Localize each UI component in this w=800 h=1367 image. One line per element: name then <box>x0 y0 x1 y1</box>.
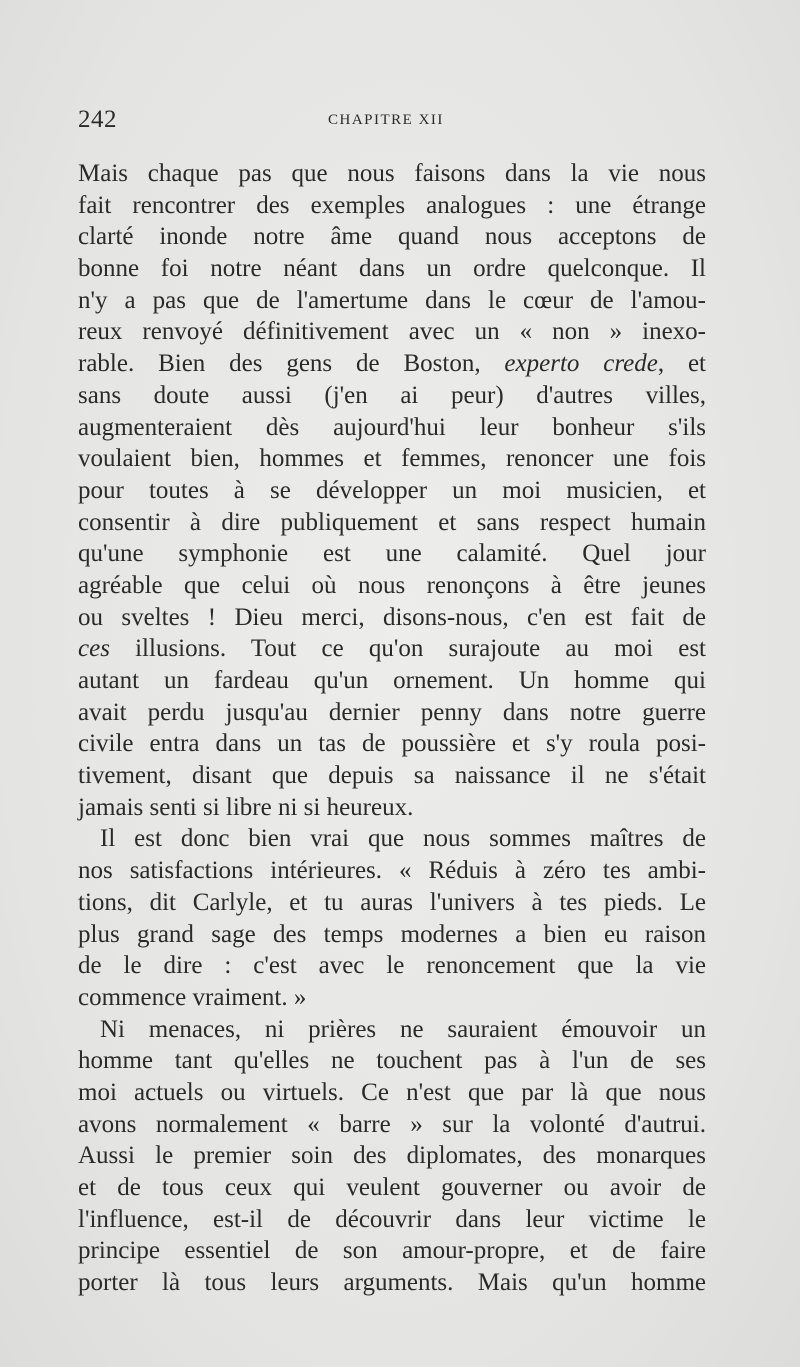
text-line: sans doute aussi (j'en ai peur) d'autres villes, <box>78 381 706 409</box>
text-line: augmenteraient dès aujourd'hui leur bonheur s'ils <box>78 413 706 441</box>
text-line: et de tous ceux qui veulent gouverner ou avoir de <box>78 1174 706 1201</box>
text-line: l'influence, est-il de découvrir dans leur victime le <box>78 1205 706 1233</box>
text-line: principe essentiel de son amour-propre, et de faire <box>78 1237 706 1265</box>
running-head: CHAPITRE XII <box>328 112 444 128</box>
text-line: Mais chaque pas que nous faisons dans la vie nous <box>78 160 706 187</box>
text-line: Aussi le premier soin des diplomates, des monarques <box>78 1142 706 1170</box>
text-line: jamais senti si libre ni si heureux. <box>78 793 414 821</box>
body-text <box>78 158 706 1299</box>
text-line: qu'une symphonie est une calamité. Quel jour <box>78 540 706 568</box>
text-line: commence vraiment. » <box>78 983 307 1011</box>
text-line: tivement, disant que depuis sa naissance il ne s'était <box>78 762 706 790</box>
text-line: bonne foi notre néant dans un ordre quelconque. Il <box>78 255 706 283</box>
text-line: moi actuels ou virtuels. Ce n'est que par là que nous <box>78 1078 706 1106</box>
text-line: reux renvoyé définitivement avec un « non » inexo- <box>78 318 706 346</box>
text-line: clarté inonde notre âme quand nous acceptons de <box>78 223 706 251</box>
text-line: avons normalement « barre » sur la volonté d'autrui. <box>78 1110 706 1138</box>
text-line: civile entra dans un tas de poussière et s'y roula posi- <box>78 730 706 758</box>
text-line: nos satisfactions intérieures. « Réduis à zéro tes ambi- <box>78 857 706 885</box>
page-header <box>78 106 700 138</box>
text-line: voulaient bien, hommes et femmes, renoncer une fois <box>78 445 706 473</box>
text-line: porter là tous leurs arguments. Mais qu'un homme <box>78 1269 706 1297</box>
text-line: de le dire : c'est avec le renoncement que la vie <box>78 952 706 980</box>
text-line: pour toutes à se développer un moi musicien, et <box>78 476 706 504</box>
text-line: tions, dit Carlyle, et tu auras l'univers à tes pieds. Le <box>78 888 706 916</box>
text-line: agréable que celui où nous renonçons à être jeunes <box>78 571 706 599</box>
text-line: avait perdu jusqu'au dernier penny dans notre guerre <box>78 698 706 726</box>
text-line: consentir à dire publiquement et sans respect humain <box>78 508 706 536</box>
text-segment: rable. Bien des gens de Boston, <box>78 350 505 378</box>
text-line: Il est donc bien vrai que nous sommes maîtres de <box>100 825 706 853</box>
text-line <box>78 348 706 380</box>
page-number: 242 <box>78 106 117 133</box>
text-line: fait rencontrer des exemples analogues : une étrange <box>78 191 706 219</box>
text-line: ou sveltes ! Dieu merci, disons-nous, c'en est fait de <box>78 603 706 631</box>
text-segment: , et <box>657 350 706 378</box>
text-segment: illusions. Tout ce qu'on surajoute au moi est <box>109 635 706 663</box>
text-line <box>78 633 706 665</box>
text-line: n'y a pas que de l'amertume dans le cœur de l'amou- <box>78 286 706 314</box>
text-line: Ni menaces, ni prières ne sauraient émouvoir un <box>100 1015 706 1043</box>
text-line: autant un fardeau qu'un ornement. Un homme qui <box>78 667 706 694</box>
italic-phrase: experto crede <box>504 350 658 378</box>
italic-phrase: ces <box>78 635 110 663</box>
text-line: homme tant qu'elles ne touchent pas à l'un de ses <box>78 1047 706 1075</box>
text-line: plus grand sage des temps modernes a bien eu raison <box>78 920 706 948</box>
